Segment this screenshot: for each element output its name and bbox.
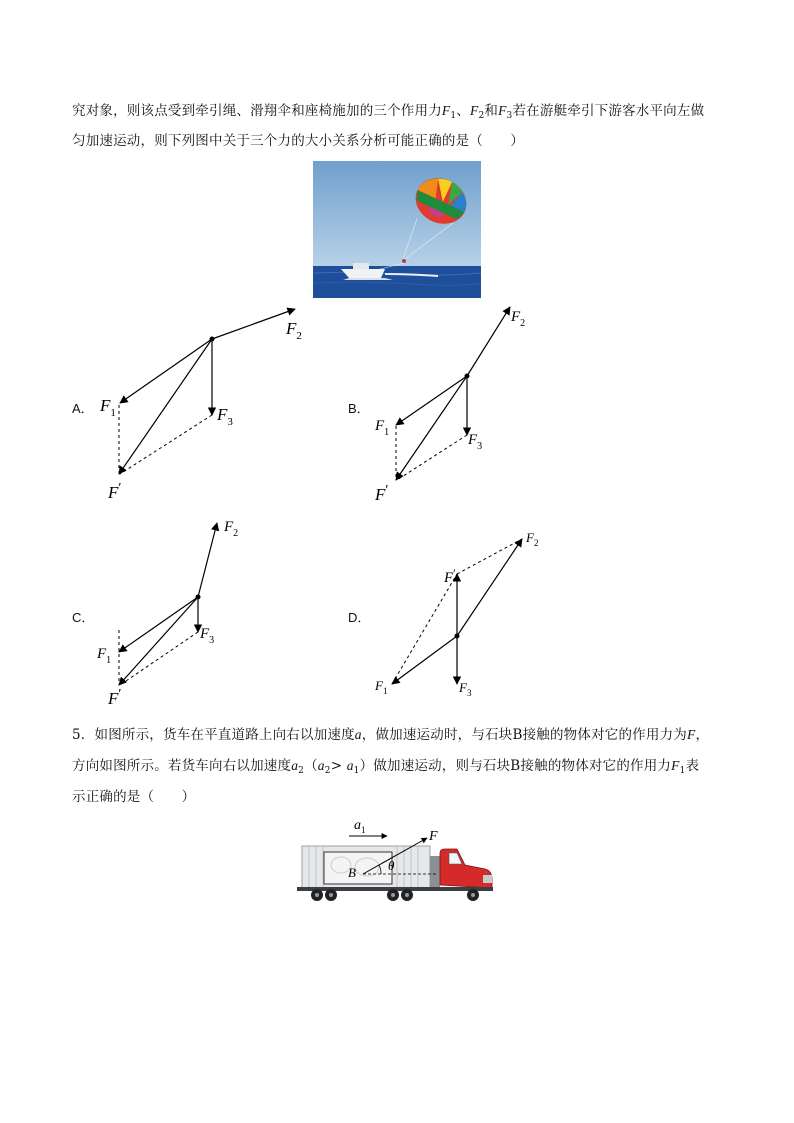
truck-label-a1: $a_1$	[354, 818, 366, 835]
label-d-f2: $F_2$	[526, 530, 539, 548]
option-d-label: D．	[348, 610, 371, 625]
label-c-f1: $F_1$	[97, 646, 112, 666]
option-c-label: C．	[72, 610, 95, 625]
label-d-f1: $F_1$	[375, 678, 388, 696]
label-d-fprime: F′	[444, 566, 456, 586]
diagram-a	[119, 309, 295, 474]
diagram-d	[392, 539, 522, 684]
truck-label-theta: θ	[388, 858, 395, 873]
label-b-f3: $F_3$	[468, 432, 483, 452]
diagram-c	[119, 523, 217, 685]
label-c-f3: $F_3$	[200, 626, 215, 646]
truck-label-F: F	[429, 829, 438, 844]
question4-line2: 匀加速运动，则下列图中关于三个力的大小关系分析可能正确的是（ ）	[72, 133, 525, 149]
option-a-label: A．	[72, 401, 94, 416]
question5-line1: 5．如图所示，货车在平直道路上向右以加速度a，做加速运动时，与石块B接触的物体对它的作用力为F，	[72, 727, 710, 743]
question5-line2: 方向如图所示。若货车向右以加速度$a_2(a_2> a_1)$做加速运动，则与石块B接触的物体对它的作用力$F_1$表	[72, 758, 700, 776]
question5-line3: 示正确的是（ ）	[72, 789, 196, 805]
label-d-f3: $F_3$	[459, 680, 472, 698]
label-c-fprime: F′	[108, 687, 122, 708]
label-a-f2: $F_2$	[286, 319, 302, 342]
label-a-fprime: F′	[108, 481, 122, 502]
label-c-f2: $F_2$	[224, 519, 239, 539]
truck-label-B: B	[348, 865, 356, 880]
label-b-f1: $F_1$	[375, 418, 390, 438]
label-b-fprime: F′	[375, 483, 389, 504]
diagram-b	[396, 307, 510, 480]
option-b-label: B．	[348, 401, 370, 416]
label-b-f2: $F_2$	[511, 309, 526, 329]
question4-line1: 究对象，则该点受到牵引绳、滑翔伞和座椅施加的三个作用力$F_1$、$F_2$和$F_3$若在游艇牵引下游客水平向左做	[72, 103, 705, 121]
truck-figure	[297, 815, 497, 907]
label-a-f3: $F_3$	[217, 405, 233, 428]
label-a-f1: $F_1$	[100, 396, 116, 419]
